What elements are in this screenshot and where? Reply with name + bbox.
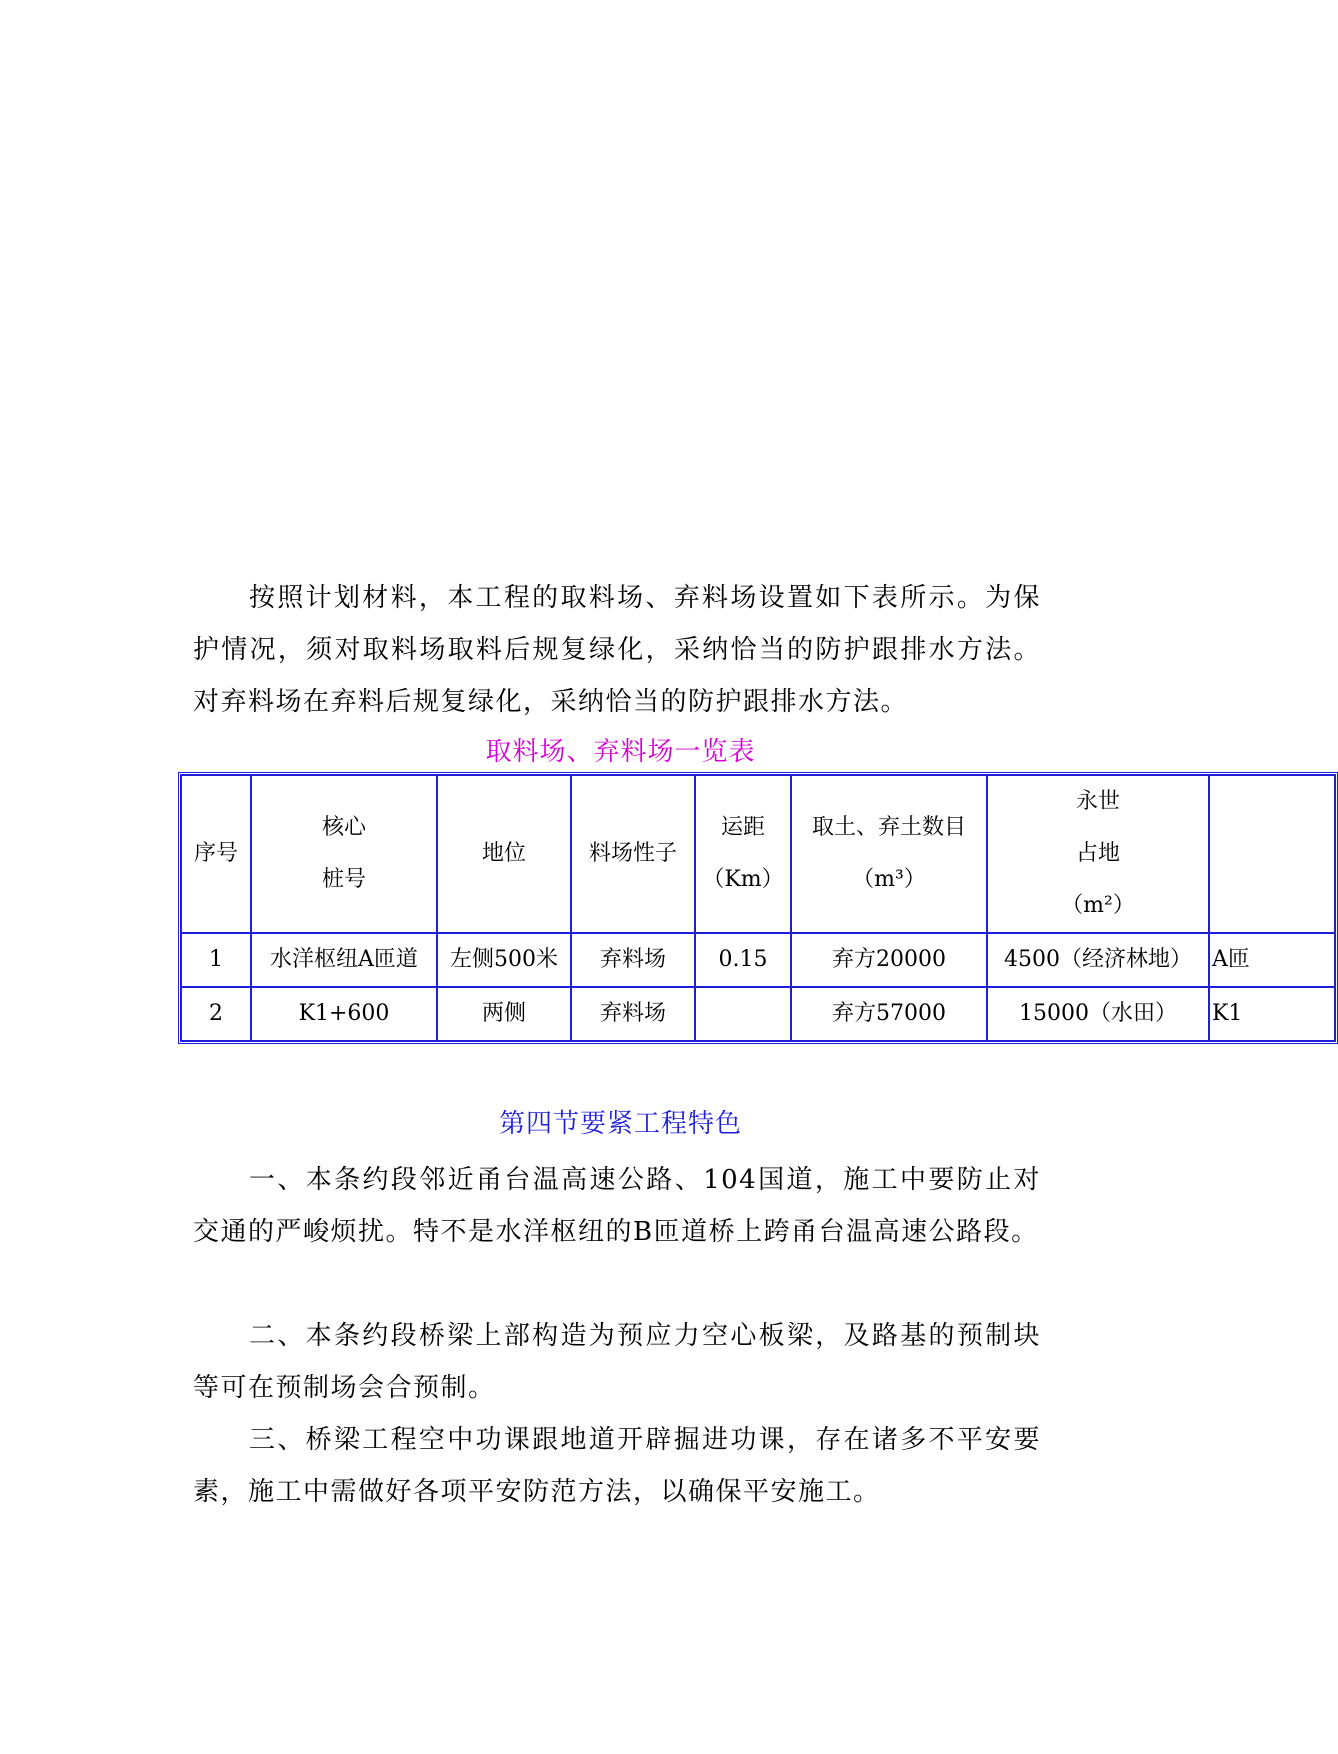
- cell-distance: 0.15: [695, 933, 791, 987]
- cell-extra: K1: [1209, 987, 1335, 1041]
- table-header-row: [181, 775, 1335, 933]
- cell-extra: A匝: [1209, 933, 1335, 987]
- cell-location: 左侧500米: [437, 933, 571, 987]
- cell-land: 4500（经济林地）: [987, 933, 1209, 987]
- header-seq: 序号: [181, 775, 251, 933]
- table-title: 取料场、弃料场一览表: [485, 737, 756, 767]
- section-title: 第四节要紧工程特色: [498, 1109, 742, 1139]
- cell-location: 两侧: [437, 987, 571, 1041]
- cell-seq: 2: [181, 987, 251, 1041]
- cell-stake: K1+600: [251, 987, 437, 1041]
- header-quantity: 取土、弃土数目 （m³）: [791, 775, 987, 933]
- header-extra: [1209, 775, 1335, 933]
- cell-land: 15000（水田）: [987, 987, 1209, 1041]
- cell-seq: 1: [181, 933, 251, 987]
- table-row: [181, 933, 1335, 987]
- cell-nature: 弃料场: [571, 987, 695, 1041]
- cell-quantity: 弃方57000: [791, 987, 987, 1041]
- header-stake: 核心 桩号: [251, 775, 437, 933]
- section-paragraph-3: 三、桥梁工程空中功课跟地道开辟掘进功课，存在诸多不平安要素，施工中需做好各项平安防范方法，以确保平安施工。: [193, 1425, 1041, 1507]
- intro-paragraph: 按照计划材料，本工程的取料场、弃料场设置如下表所示。为保护情况，须对取料场取料后规复绿化，采纳恰当的防护跟排水方法。对弃料场在弃料后规复绿化，采纳恰当的防护跟排水方法。: [193, 583, 1041, 717]
- section-paragraph-1: 一、本条约段邻近甬台温高速公路、104国道，施工中要防止对交通的严峻烦扰。特不是水洋枢纽的B匝道桥上跨甬台温高速公路段。: [193, 1165, 1041, 1247]
- header-distance: 运距 （Km）: [695, 775, 791, 933]
- header-land: 永世 占地 （m²）: [987, 775, 1209, 933]
- cell-nature: 弃料场: [571, 933, 695, 987]
- table-row: [181, 987, 1335, 1041]
- borrow-spoil-table: [178, 772, 1338, 1044]
- cell-stake: 水洋枢纽A匝道: [251, 933, 437, 987]
- header-location: 地位: [437, 775, 571, 933]
- header-nature: 料场性子: [571, 775, 695, 933]
- table-container: [178, 772, 1250, 1042]
- section-paragraph-2: 二、本条约段桥梁上部构造为预应力空心板梁，及路基的预制块等可在预制场会合预制。: [193, 1321, 1041, 1403]
- cell-quantity: 弃方20000: [791, 933, 987, 987]
- cell-distance: [695, 987, 791, 1041]
